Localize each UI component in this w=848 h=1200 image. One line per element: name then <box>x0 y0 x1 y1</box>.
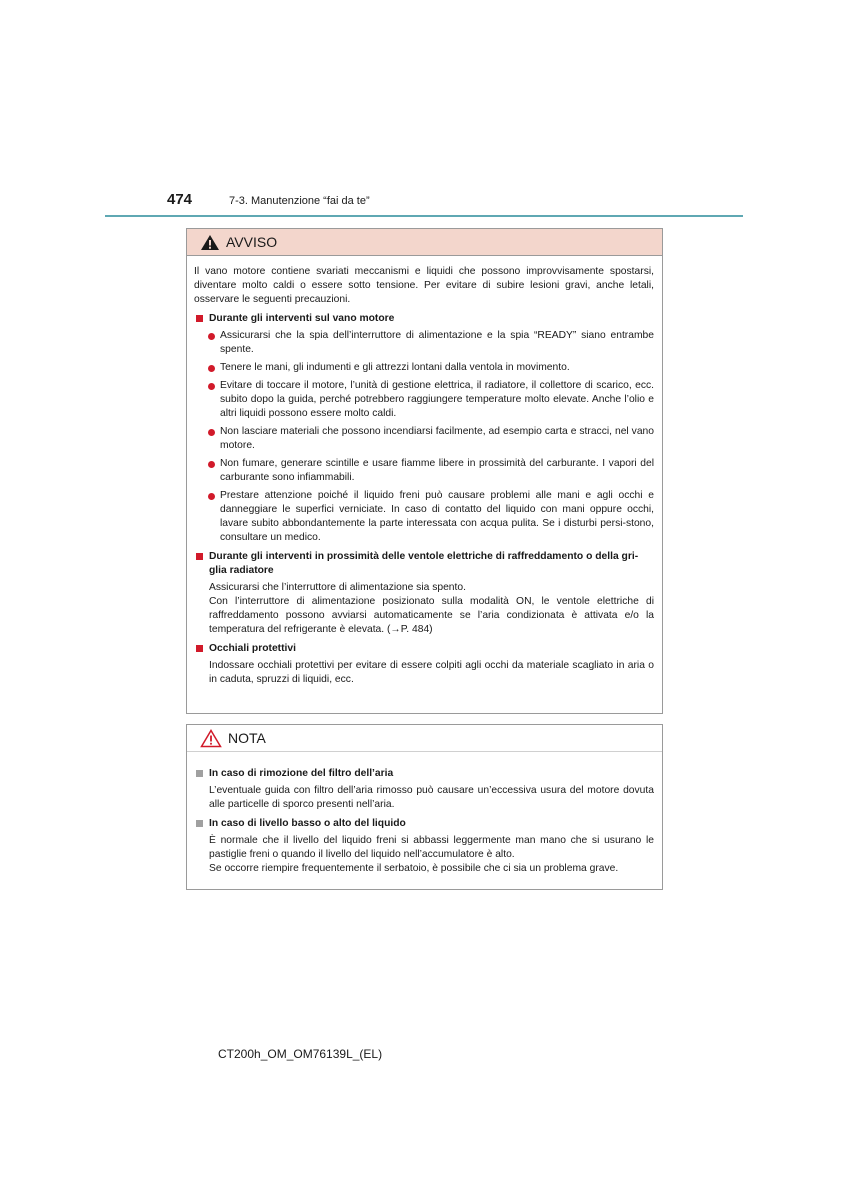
section-text: È normale che il livello del liquido freni si abbassi leggermente man mano che si usurano le pastiglie freni o quando il livello del liquido nell’accumulatore è alto. <box>209 835 654 860</box>
page-number: 474 <box>167 191 193 208</box>
bullet-icon <box>208 333 215 340</box>
section-text: Assicurarsi che l’interruttore di alimentazione sia spento. <box>209 582 466 593</box>
warning-section <box>194 550 654 637</box>
note-box <box>186 724 663 890</box>
document-code: CT200h_OM_OM76139L_(EL) <box>218 1047 383 1061</box>
warning-header <box>187 229 662 256</box>
warning-section <box>194 642 654 687</box>
section-text: Con l’interruttore di alimentazione posizionato sulla modalità ON, le ventole elettriche di raffreddamento possono avviarsi automaticamente se l’aria condizionata è attivata e/o la temperatura del refrigerante è elevata. (→P. 484) <box>209 596 654 635</box>
section-marker-icon <box>196 553 203 560</box>
warning-title: AVVISO <box>226 234 278 250</box>
warning-section <box>194 312 654 545</box>
note-section <box>194 767 654 812</box>
list-item: Assicurarsi che la spia dell’interruttore di alimentazione e la spia “READY” siano entrambe spente. <box>208 329 654 357</box>
warning-intro: Il vano motore contiene svariati meccanismi e liquidi che possono improvvisamente spostarsi, diventare molto caldi o essere sotto tensione. Per evitare di subire lesioni gravi, anche letali, osservare le seguenti precauzioni. <box>194 266 654 305</box>
note-section <box>194 817 654 876</box>
section-heading: Durante gli interventi in prossimità delle ventole elettriche di raffreddamento o della gri-glia radiatore <box>209 551 639 576</box>
section-title: 7-3. Manutenzione “fai da te” <box>229 195 370 207</box>
list-item: Prestare attenzione poiché il liquido freni può causare problemi alle mani e agli occhi e danneggiare le superfici verniciate. In caso di contatto del liquido con mani oppure occhi, lavare subito abbondantemente la parte interessata con acqua pulita. Se i disturbi persi-stono, consultare un medico. <box>208 489 654 545</box>
section-text: Indossare occhiali protettivi per evitare di essere colpiti agli occhi da materiale scagliato in aria o in caduta, spruzzi di liquidi, ecc. <box>209 660 654 685</box>
section-heading: Durante gli interventi sul vano motore <box>209 313 395 324</box>
section-text: Se occorre riempire frequentemente il serbatoio, è possibile che ci sia un problema grave. <box>209 863 619 874</box>
section-heading: Occhiali protettivi <box>209 643 296 654</box>
bullet-icon <box>208 429 215 436</box>
warning-body <box>187 256 662 687</box>
caution-icon <box>200 729 222 748</box>
header-rule <box>105 215 743 217</box>
list-item: Evitare di toccare il motore, l’unità di gestione elettrica, il radiatore, il collettore di scarico, ecc. subito dopo la guida, perché potrebbero raggiungere temperature molto elevate. Anche l’olio e altri liquidi possono essere molto caldi. <box>208 379 654 421</box>
section-marker-icon <box>196 770 203 777</box>
warning-icon <box>200 234 220 251</box>
bullet-icon <box>208 493 215 500</box>
note-header <box>187 725 662 752</box>
section-heading: In caso di livello basso o alto del liquido <box>209 818 406 829</box>
section-marker-icon <box>196 315 203 322</box>
section-marker-icon <box>196 820 203 827</box>
bullet-icon <box>208 383 215 390</box>
bullet-icon <box>208 365 215 372</box>
section-text: L’eventuale guida con filtro dell’aria rimosso può causare un’eccessiva usura del motore dovuta alle particelle di sporco presenti nell’aria. <box>209 785 654 810</box>
section-marker-icon <box>196 645 203 652</box>
warning-box <box>186 228 663 714</box>
list-item: Tenere le mani, gli indumenti e gli attrezzi lontani dalla ventola in movimento. <box>208 361 654 375</box>
note-body <box>187 752 662 876</box>
note-title: NOTA <box>228 730 266 746</box>
list-item: Non fumare, generare scintille e usare fiamme libere in prossimità del carburante. I vapori del carburante sono infiammabili. <box>208 457 654 485</box>
section-heading: In caso di rimozione del filtro dell’aria <box>209 768 394 779</box>
bullet-icon <box>208 461 215 468</box>
list-item: Non lasciare materiali che possono incendiarsi facilmente, ad esempio carta e stracci, nel vano motore. <box>208 425 654 453</box>
